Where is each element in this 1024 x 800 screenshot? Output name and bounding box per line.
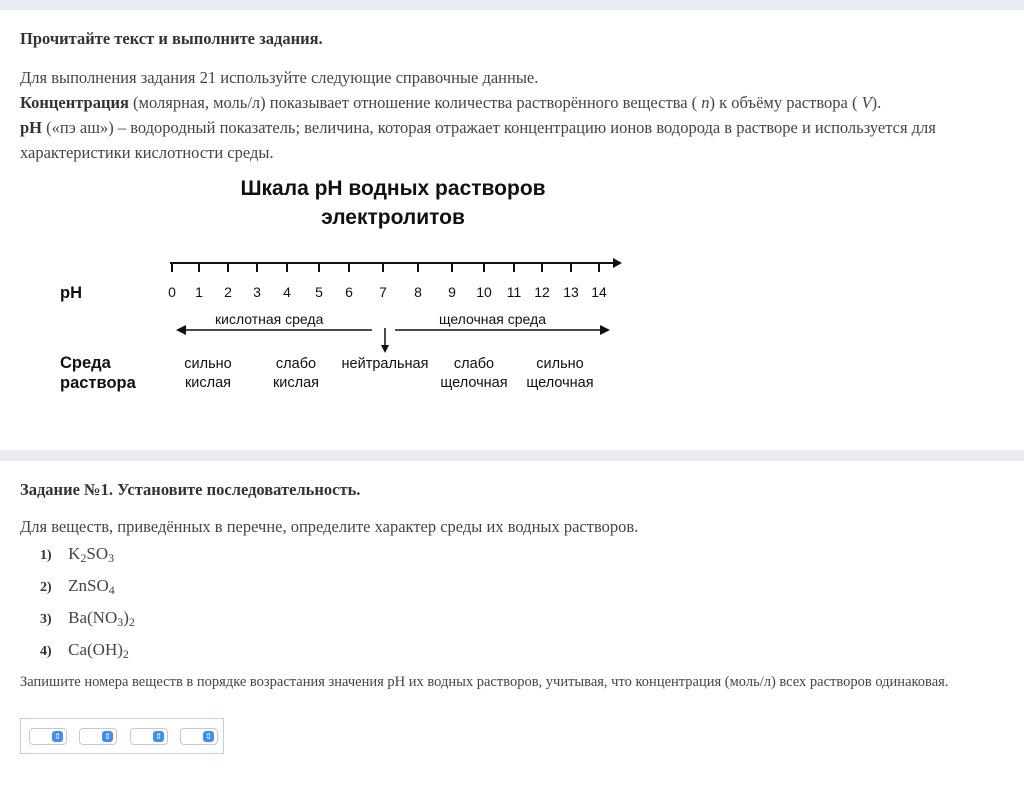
- select-arrows-icon: ⇕: [52, 731, 63, 742]
- tick-label: 10: [476, 284, 492, 300]
- env-weak-acid-1: слабо: [275, 356, 317, 372]
- scale-title-line2: электролитов: [321, 206, 465, 229]
- list-item: [40, 544, 114, 568]
- env-strong-alkaline: [520, 355, 600, 393]
- acid-arrowhead: [176, 325, 186, 335]
- var-n: n: [701, 93, 710, 112]
- select-arrows-icon: ⇕: [153, 731, 164, 742]
- tick-label: 14: [591, 284, 607, 300]
- acid-label: кислотная среда: [215, 311, 324, 327]
- list-item: [40, 608, 135, 632]
- answer-select-1[interactable]: [29, 728, 67, 745]
- ph-term: pH: [20, 118, 43, 137]
- tick-label: 6: [345, 284, 353, 300]
- task-instruction: Запишите номера веществ в порядке возрастания значения pH их водных растворов, учитывая, что концентрация (моль/л) всех растворов одинаковая.: [20, 674, 949, 690]
- tick-label: 3: [253, 284, 261, 300]
- env-neutral: нейтральная: [341, 356, 429, 372]
- env-weak-alkaline: [434, 355, 514, 393]
- env-weak-alk-2: щелочная: [440, 375, 508, 391]
- alkaline-label: щелочная среда: [439, 311, 546, 327]
- env-weak-alk-1: слабо: [453, 356, 495, 372]
- env-strong-alk-1: сильно: [536, 356, 584, 372]
- axis-arrowhead: [613, 258, 622, 268]
- tick-label: 8: [414, 284, 422, 300]
- ph-row-label: pH: [60, 284, 82, 302]
- reading-title: Прочитайте текст и выполните задания.: [20, 29, 323, 48]
- env-strong-acid-1: сильно: [184, 356, 232, 372]
- env-row-label: [60, 353, 136, 393]
- tick-label: 11: [506, 284, 522, 300]
- env-strong-acid: [173, 355, 243, 393]
- tick-label: 13: [563, 284, 579, 300]
- scale-title-line1: Шкала pH водных растворов: [240, 177, 546, 200]
- item-number: 1): [40, 548, 52, 563]
- tick-label: 4: [283, 284, 291, 300]
- reference-intro: Для выполнения задания 21 используйте следующие справочные данные.: [20, 68, 539, 87]
- env-row-label-2: раствора: [60, 374, 136, 392]
- select-arrows-icon: ⇕: [203, 731, 214, 742]
- tick-label: 0: [168, 284, 176, 300]
- tick-label: 7: [379, 284, 387, 300]
- env-strong-alk-2: щелочная: [526, 375, 594, 391]
- concentration-text: (молярная, моль/л) показывает отношение количества растворённого вещества (: [128, 93, 702, 112]
- answer-select-3[interactable]: [130, 728, 168, 745]
- alkaline-arrowhead: [600, 325, 610, 335]
- formula-znso4: ZnSO$_4$: [68, 576, 115, 597]
- task-prompt: Для веществ, приведённых в перечне, определите характер среды их водных растворов.: [20, 517, 639, 536]
- tick-label: 5: [315, 284, 323, 300]
- env-row-label-1: Среда: [60, 354, 111, 372]
- formula-k2so3: $K_2SO_3$: [68, 544, 115, 565]
- list-item: [40, 576, 115, 600]
- env-weak-acid: [261, 355, 331, 393]
- answer-select-2[interactable]: [79, 728, 117, 745]
- var-v: V: [861, 93, 872, 112]
- task-title: Задание №1. Установите последовательность.: [20, 480, 361, 499]
- list-item: [40, 640, 129, 664]
- tick-label: 9: [448, 284, 456, 300]
- item-number: 4): [40, 644, 52, 659]
- item-number: 2): [40, 580, 52, 595]
- formula-bano32: $Ba(NO_3)_2$: [68, 608, 135, 629]
- tick-label: 1: [195, 284, 203, 300]
- select-arrows-icon: ⇕: [102, 731, 113, 742]
- concentration-text-3: ).: [871, 93, 882, 112]
- tick-label: 2: [224, 284, 232, 300]
- tick-label: 12: [534, 284, 550, 300]
- formula-caoh2: $Ca(OH)_2$: [68, 640, 129, 661]
- axis-ticks: [172, 263, 599, 272]
- answer-box: [20, 718, 224, 754]
- item-number: 3): [40, 612, 52, 627]
- ph-text: («пэ аш») – водородный показатель; величина, которая отражает концентрацию ионов водорода в растворе и используется для характеристики кислотности среды.: [20, 118, 936, 162]
- neutral-arrowhead: [381, 345, 389, 353]
- env-strong-acid-2: кислая: [184, 375, 232, 391]
- env-weak-acid-2: кислая: [272, 375, 320, 391]
- concentration-text-2: ) к объёму раствора (: [709, 93, 862, 112]
- answer-select-4[interactable]: [180, 728, 218, 745]
- concentration-term: Концентрация: [20, 93, 129, 112]
